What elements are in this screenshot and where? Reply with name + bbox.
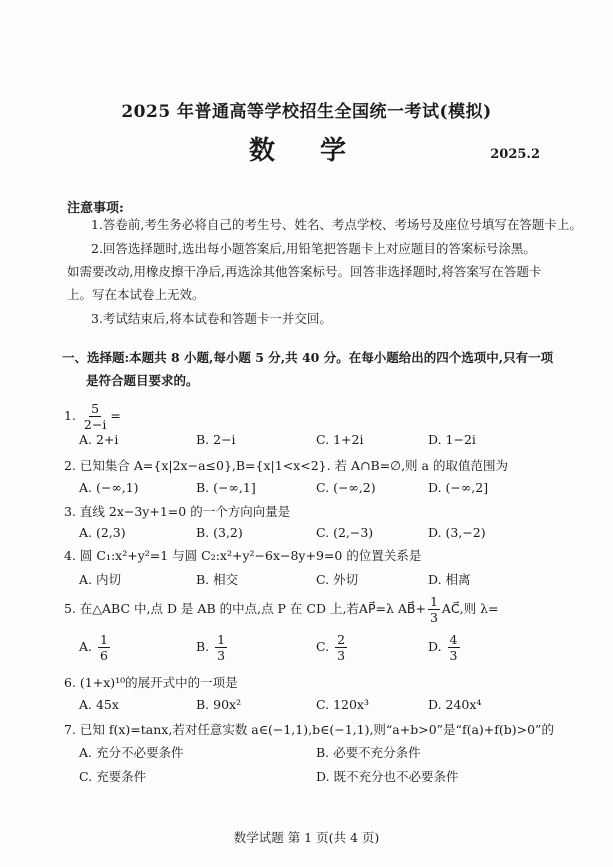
notice-item-2-line-1: 2.回答选择题时,选出每小题答案后,用铅笔把答题卡上对应题目的答案标号涂黑。: [91, 241, 536, 256]
question-7-option-c: C. 充要条件: [79, 769, 147, 784]
question-6-option-b: B. 90x²: [196, 697, 242, 712]
question-5-stem-frac-den: 3: [429, 610, 438, 625]
question-2-option-b: B. (−∞,1]: [196, 480, 256, 495]
question-5-option-d-den: 3: [449, 648, 458, 663]
notice-item-2-line-2: 如需要改动,用橡皮擦干净后,再选涂其他答案标号。回答非选择题时,将答案写在答题卡: [67, 264, 542, 279]
question-2-stem: 2. 已知集合 A={x|2x−a≤0},B={x|1<x<2}. 若 A∩B=∅,则 a 的取值范围为: [64, 458, 508, 473]
question-5-option-a-label: A.: [79, 639, 93, 654]
notice-heading: 注意事项:: [67, 201, 124, 216]
question-6-option-d: D. 240x⁴: [428, 697, 482, 712]
page-footer: 数学试题 第 1 页(共 4 页): [233, 830, 380, 845]
question-3-stem: 3. 直线 2x−3y+1=0 的一个方向向量是: [64, 504, 291, 519]
question-5-option-d-fraction: [448, 632, 460, 663]
question-5-option-c-num: 2: [337, 632, 346, 647]
question-2-option-a: A. (−∞,1): [79, 480, 139, 495]
question-5-option-c-label: C.: [316, 639, 330, 654]
question-6-option-a: A. 45x: [79, 697, 119, 712]
question-7-option-d: D. 既不充分也不必要条件: [316, 769, 459, 784]
question-4-option-b: B. 相交: [196, 572, 239, 587]
question-3-option-b: B. (3,2): [196, 525, 243, 540]
question-5-option-d: [428, 632, 462, 663]
section-1-heading-cont: 是符合题目要求的。: [86, 373, 199, 388]
question-5-option-d-num: 4: [449, 632, 458, 647]
subject-title: 数 学: [248, 136, 365, 166]
question-6-stem: 6. (1+x)¹⁰的展开式中的一项是: [64, 675, 238, 690]
exam-date: 2025.2: [490, 147, 540, 162]
question-5-option-c-fraction: [335, 632, 347, 663]
question-5-stem-fraction: [428, 594, 440, 625]
question-5-option-b: [196, 632, 229, 663]
question-1-option-c: C. 1+2i: [316, 432, 364, 447]
notice-item-1: 1.答卷前,考生务必将自己的考生号、姓名、考点学校、考场号及座位号填写在答题卡上。: [91, 217, 582, 232]
question-5-stem-b: AC⃗,则 λ=: [441, 601, 499, 616]
question-4-option-c: C. 外切: [316, 572, 359, 587]
question-5-option-c: [316, 632, 349, 663]
question-2-option-c: C. (−∞,2): [316, 480, 376, 495]
question-1-denominator: 2−i: [83, 417, 107, 432]
question-1-option-d: D. 1−2i: [428, 432, 476, 447]
question-5-option-a-num: 1: [100, 632, 108, 647]
question-1-option-b: B. 2−i: [196, 432, 236, 447]
question-5-option-a-den: 6: [100, 648, 108, 663]
notice-item-2-line-3: 上。写在本试卷上无效。: [67, 287, 205, 302]
section-1-heading: 一、选择题:本题共 8 小题,每小题 5 分,共 40 分。在每小题给出的四个选项中,只有一项: [62, 350, 554, 365]
question-3-option-d: D. (3,−2): [428, 525, 486, 540]
question-6-option-c: C. 120x³: [316, 697, 369, 712]
question-5-option-b-den: 3: [217, 648, 226, 663]
question-4-option-d: D. 相离: [428, 572, 471, 587]
question-4-stem: 4. 圆 C₁:x²+y²=1 与圆 C₂:x²+y²−6x−8y+9=0 的位置关系是: [64, 548, 422, 563]
question-7-option-a: A. 充分不必要条件: [79, 745, 184, 760]
question-5-option-d-label: D.: [428, 639, 442, 654]
question-1-option-a: A. 2+i: [79, 432, 119, 447]
question-5-option-b-fraction: [215, 632, 227, 663]
question-5-option-a: [79, 632, 112, 663]
question-3-option-c: C. (2,−3): [316, 525, 374, 540]
question-5-option-a-fraction: [98, 632, 110, 663]
question-1-equals: =: [110, 408, 121, 423]
question-3-option-a: A. (2,3): [79, 525, 126, 540]
question-7-stem: 7. 已知 f(x)=tanx,若对任意实数 a∈(−1,1),b∈(−1,1),则“a+b>0”是“f(a)+f(b)>0”的: [64, 722, 554, 737]
question-1-fraction: [82, 401, 108, 432]
question-5-option-b-num: 1: [217, 632, 226, 647]
question-1-number: 1.: [64, 408, 76, 423]
question-5-stem: [64, 594, 499, 625]
exam-title: 2025 年普通高等学校招生全国统一考试(模拟): [121, 102, 492, 122]
question-1-stem: [64, 401, 121, 432]
question-5-option-b-label: B.: [196, 639, 210, 654]
question-5-option-c-den: 3: [337, 648, 346, 663]
question-7-option-b: B. 必要不充分条件: [316, 745, 421, 760]
notice-item-3: 3.考试结束后,将本试卷和答题卡一并交回。: [91, 311, 332, 326]
question-5-stem-a: 5. 在△ABC 中,点 D 是 AB 的中点,点 P 在 CD 上,若AP⃗=λ AB⃗+: [64, 601, 426, 616]
question-4-option-a: A. 内切: [79, 572, 121, 587]
question-2-option-d: D. (−∞,2]: [428, 480, 489, 495]
question-5-stem-frac-num: 1: [429, 594, 438, 609]
question-1-numerator: 5: [91, 401, 100, 416]
